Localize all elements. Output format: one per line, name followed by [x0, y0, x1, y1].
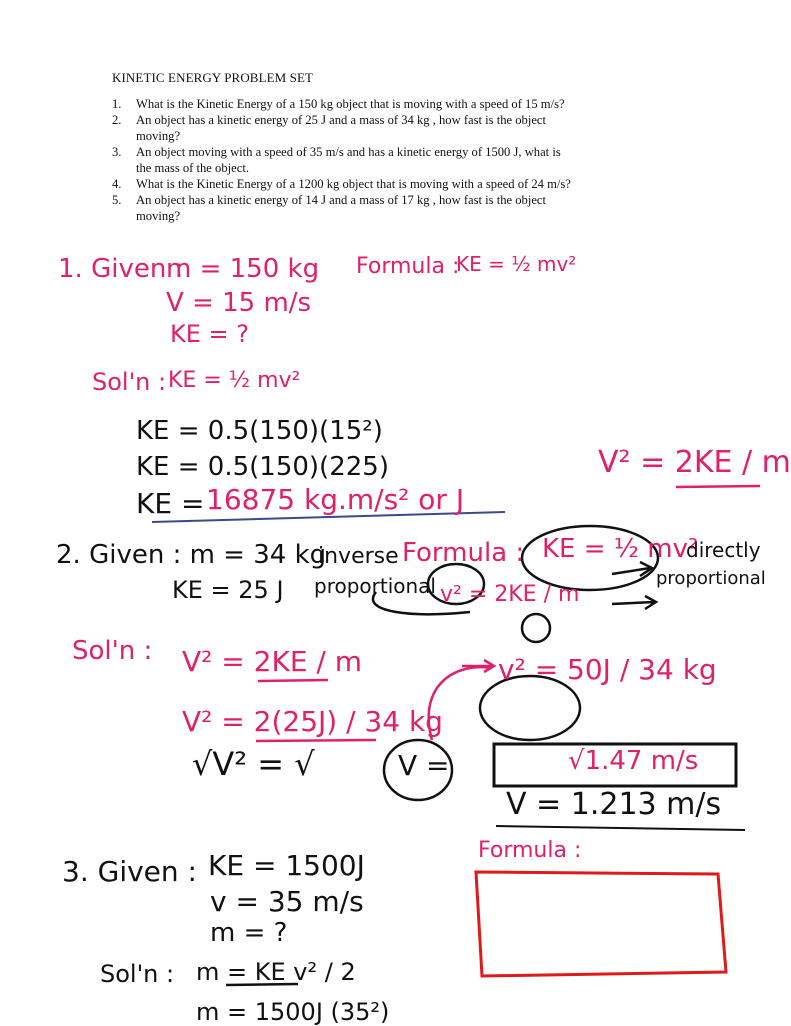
p2-note-inverse: inverse	[318, 544, 399, 569]
p3-step-1: m = 1500J (35²)	[196, 998, 390, 1026]
p1-given-label: 1. Given :	[58, 254, 184, 284]
p3-given-m: m = ?	[210, 918, 288, 948]
p1-given-v: V = 15 m/s	[166, 288, 312, 318]
p2-formula-label: Formula :	[402, 538, 525, 568]
fraction-bar-p2-step2	[256, 740, 376, 741]
p2-answer: V = 1.213 m/s	[506, 787, 722, 822]
question-3: 3. An object moving with a speed of 35 m/s and has a kinetic energy of 1500 J, what is the mass of the object.	[112, 145, 561, 175]
p2-v-symbol: V =	[398, 749, 450, 782]
question-5: 5. An object has a kinetic energy of 14 J and a mass of 17 kg , how fast is the object moving?	[112, 193, 547, 223]
fraction-bar-p2-step1	[258, 680, 328, 681]
p1-formula: KE = ½ mv²	[456, 252, 577, 276]
answer-2-line	[496, 826, 745, 830]
p3-soln-label: Sol'n :	[100, 960, 175, 988]
p2-right-step: v² = 50J / 34 kg	[498, 653, 717, 686]
p3-soln-formula: m = KE v² / 2	[196, 958, 356, 986]
p1-soln-formula: KE = ½ mv²	[168, 368, 301, 393]
arrow-right-step	[462, 660, 494, 672]
p1-formula-label: Formula :	[356, 254, 460, 279]
arrow-to-rearranged	[612, 596, 656, 609]
p2-root-right: √1.47 m/s	[568, 746, 699, 776]
p2-soln-label: Sol'n :	[72, 636, 153, 666]
p2-rearranged: v² = 2KE / m	[440, 582, 580, 607]
p1-step-1: KE = 0.5(150)(15²)	[136, 416, 383, 446]
problem-set-title: KINETIC ENERGY PROBLEM SET	[112, 70, 314, 85]
p1-soln-label: Sol'n :	[92, 368, 167, 396]
p2-note-directly: directly	[686, 538, 761, 562]
p1-answer-prefix: KE =	[136, 487, 205, 520]
p1-given-ke: KE = ?	[170, 320, 250, 348]
arrow-to-directly	[612, 562, 652, 576]
p1-answer: 16875 kg.m/s² or J	[206, 483, 465, 516]
formula-box-p3	[476, 872, 726, 976]
p3-given-label: 3. Given :	[62, 855, 197, 888]
p3-formula-label: Formula :	[478, 838, 582, 863]
p2-given-label: 2. Given : m = 34 kg	[56, 540, 327, 570]
p2-formula: KE = ½ mv²	[542, 534, 699, 564]
question-4: 4. What is the Kinetic Energy of a 1200 kg object that is moving with a speed of 24 m/s?	[112, 177, 571, 191]
p3-given-ke: KE = 1500J	[208, 849, 365, 882]
p2-step-1: V² = 2KE / m	[182, 645, 363, 678]
p1-given-m: m = 150 kg	[166, 254, 320, 284]
side-note-v2: V² = 2KE / m	[598, 445, 791, 480]
p2-given-ke: KE = 25 J	[172, 576, 284, 604]
fraction-bar-side-note	[676, 486, 760, 487]
p1-step-2: KE = 0.5(150)(225)	[136, 452, 389, 482]
circle-small-o	[522, 614, 550, 642]
question-1: 1. What is the Kinetic Energy of a 150 kg object that is moving with a speed of 15 m/s?	[112, 97, 565, 111]
p2-step-2: V² = 2(25J) / 34 kg	[182, 705, 443, 738]
question-2: 2. An object has a kinetic energy of 25 J and a mass of 34 kg , how fast is the object moving?	[112, 113, 547, 143]
p2-root-left: √V² = √	[192, 745, 315, 783]
p2-note-proportional: proportional	[314, 574, 436, 598]
p2-note-proportional-2: proportional	[656, 568, 766, 589]
p3-given-v: v = 35 m/s	[210, 885, 364, 918]
